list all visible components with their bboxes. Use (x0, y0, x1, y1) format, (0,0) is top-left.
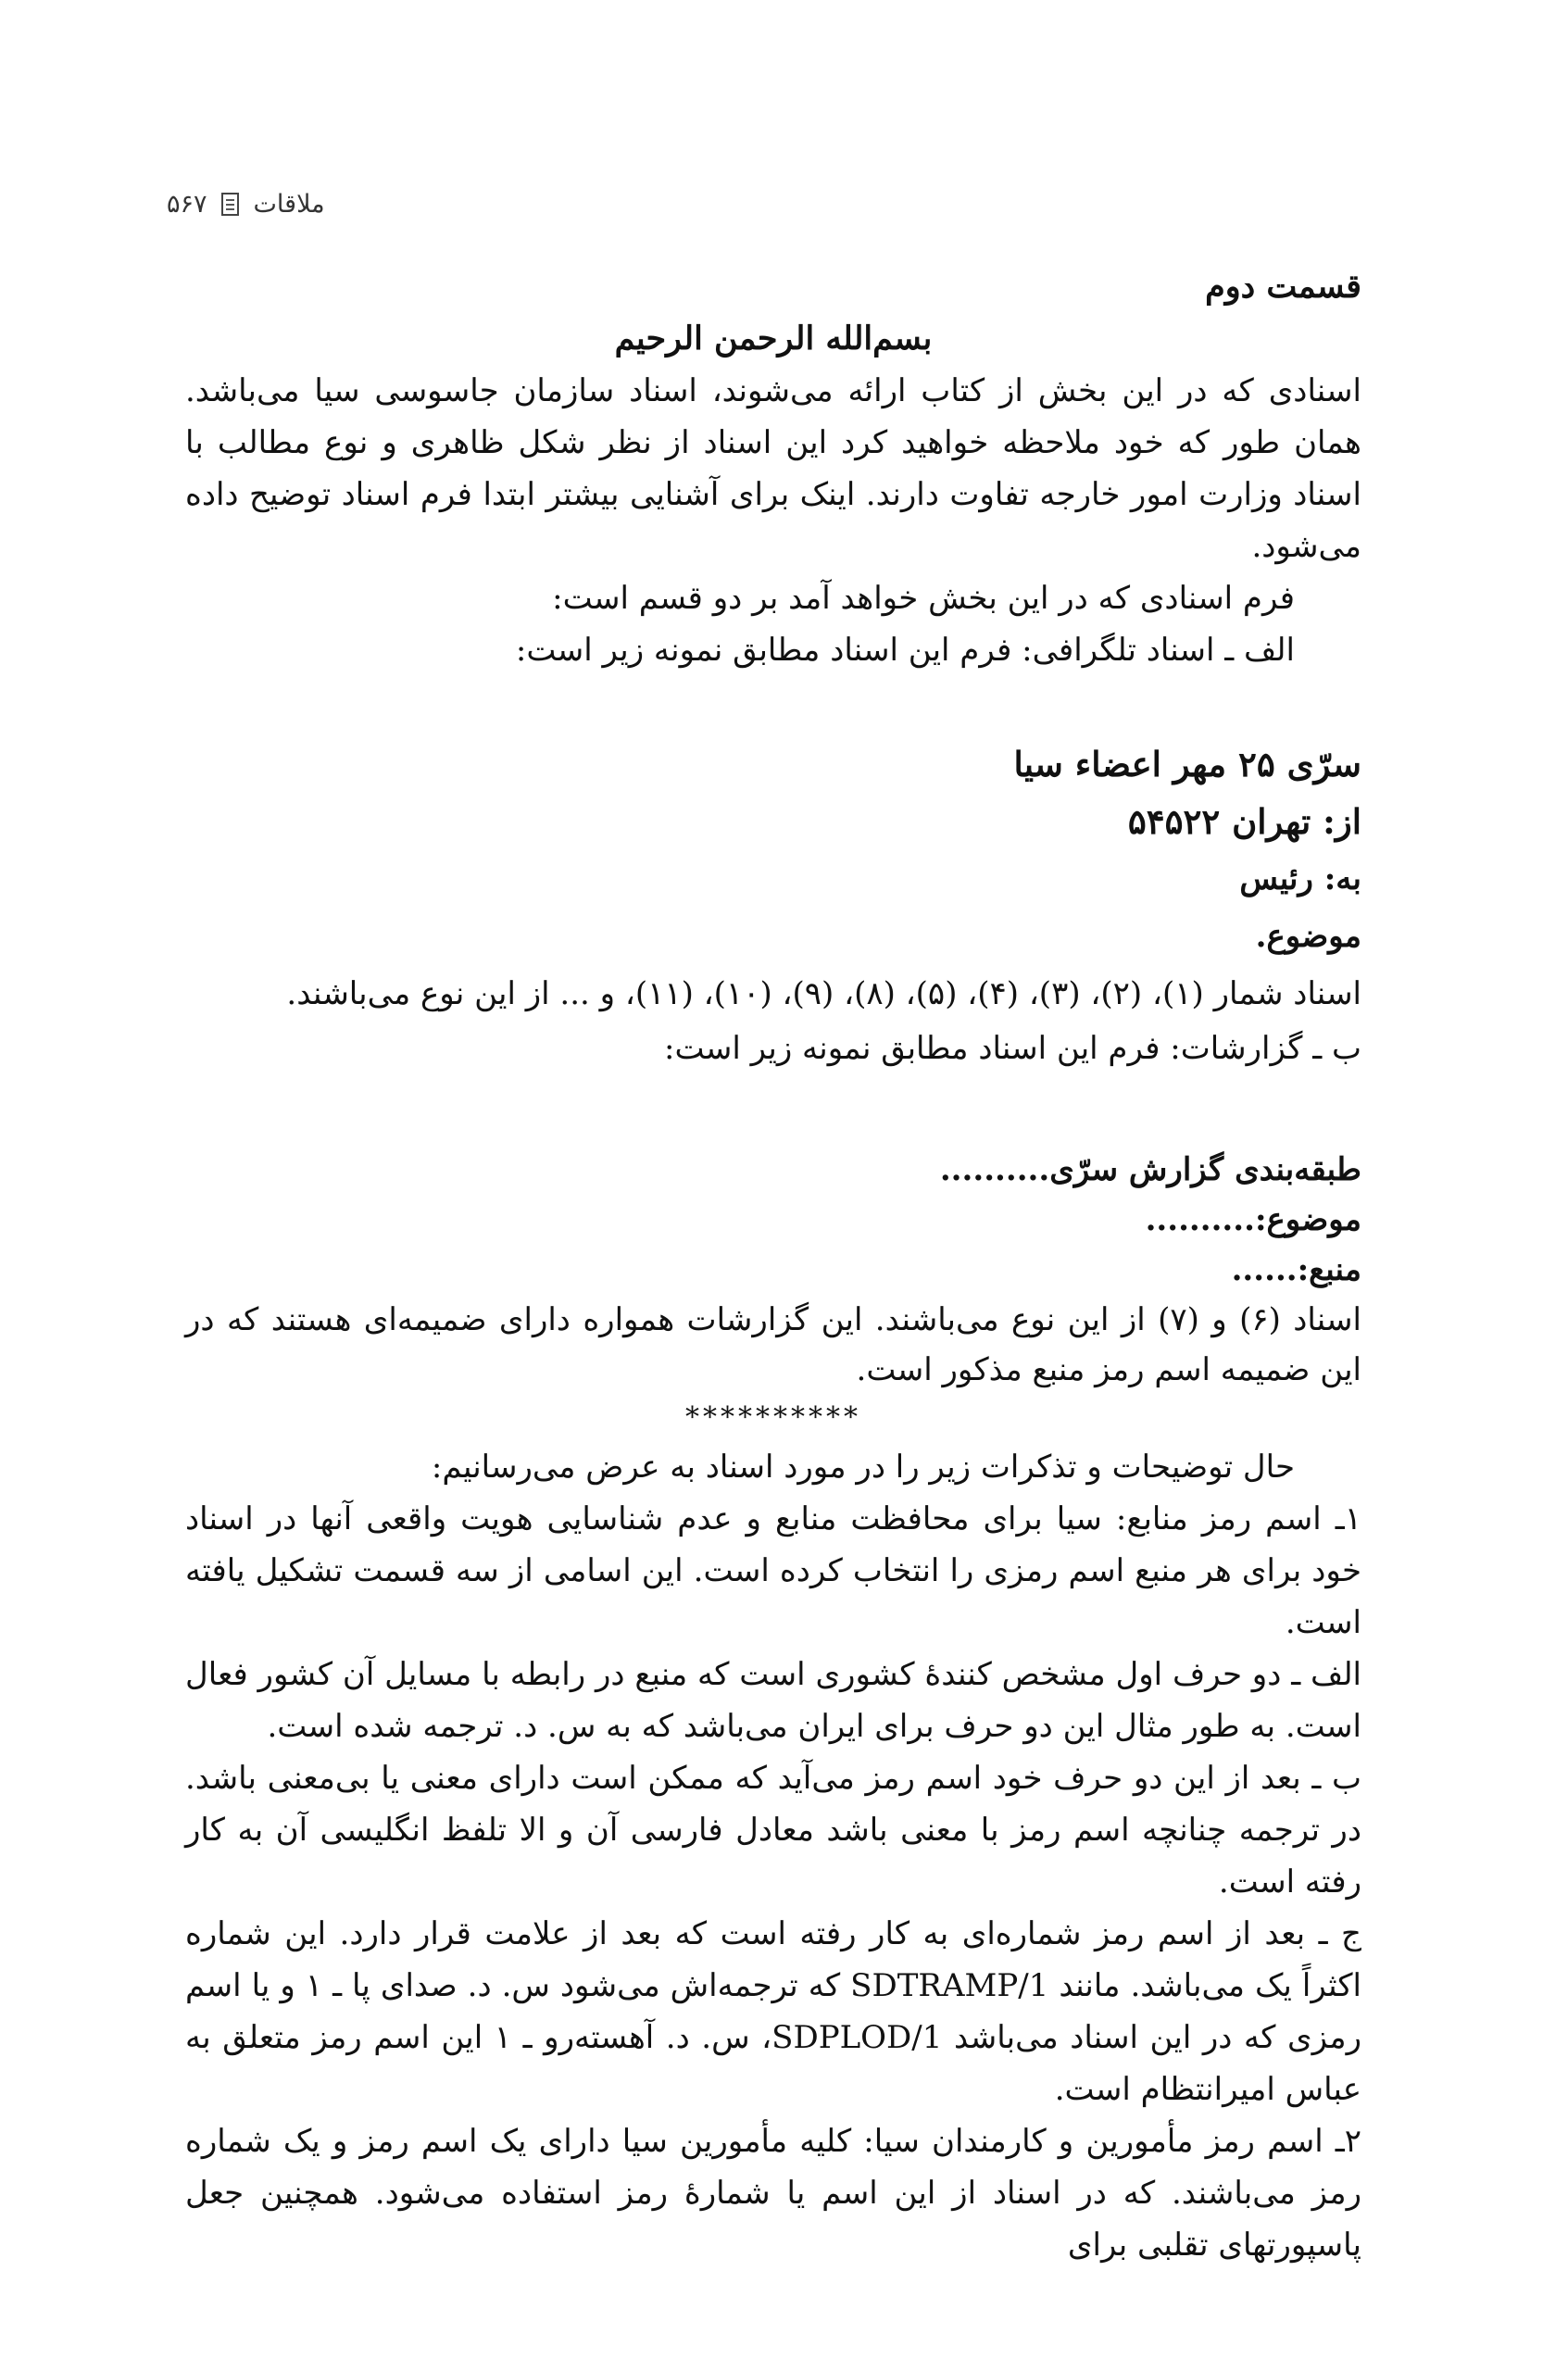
telegraph-intro: الف ـ اسناد تلگرافی: فرم این اسناد مطابق نمونه زیر است: (515, 632, 1295, 669)
note-item-1: ۱ـ اسم رمز منابع: سیا برای محافظت منابع و عدم شناسایی هویت واقعی آنها در اسناد خود برای هر منبع اسم رمزی را انتخاب کرده است. این اسامی از سه قسمت تشکیل یافته است. (185, 1500, 1361, 1641)
reports-intro: ب ـ گزارشات: فرم این اسناد مطابق نمونه زیر است: (664, 1030, 1361, 1067)
note-item-b: ب ـ بعد از این دو حرف خود اسم رمز می‌آید که ممکن است دارای معنی یا بی‌معنی باشد. در ترجمه چنانچه اسم رمز با معنی باشد معادل فارسی آن و الا تلفظ انگلیسی آن به کار رفته است. (185, 1760, 1361, 1901)
form-intro: فرم اسنادی که در این بخش خواهد آمد بر دو قسم است: (552, 580, 1295, 617)
telegram-line-5: اسناد شمار (۱)، (۲)، (۳)، (۴)، (۵)، (۸)، (۹)، (۱۰)، (۱۱)، و ... از این نوع می‌باشند. (286, 975, 1361, 1012)
running-title: ملاقات (253, 190, 325, 219)
notes-intro: حال توضیحات و تذکرات زیر را در مورد اسناد به عرض می‌رسانیم: (431, 1449, 1295, 1486)
note-item-2: ۲ـ اسم رمز مأمورین و کارمندان سیا: کلیه مأمورین سیا دارای یک اسم رمز و یک شماره رمز می‌باشند. که در اسناد از این اسم یا شمارۀ رمز استفاده می‌شود. همچنین جعل پاسپورتهای تقلبی برای (185, 2123, 1361, 2264)
telegram-line-3: به: رئیس (1239, 860, 1361, 897)
document-icon (220, 193, 241, 217)
intro-paragraph: اسنادی که در این بخش از کتاب ارائه می‌شوند، اسناد سازمان جاسوسی سیا می‌باشد. همان طور که خود ملاحظه خواهید کرد این اسناد از نظر شکل ظاهری و نوع مطالب با اسناد وزارت امور خارجه تفاوت دارند. اینک برای آشنایی بیشتر ابتدا فرم اسناد توضیح داده می‌شود. (185, 372, 1361, 565)
section-title: قسمت دوم (1205, 268, 1361, 306)
report-sample (185, 1145, 1361, 1395)
telegram-line-1: سرّی ۲۵ مهر اعضاء سیا (1013, 744, 1361, 784)
report-line-4: اسناد (۶) و (۷) از این نوع می‌باشند. این گزارشات همواره دارای ضمیمه‌ای هستند که در این ضمیمه اسم رمز منبع مذکور است. (185, 1301, 1361, 1388)
telegram-sample (185, 735, 1361, 1022)
note-item-c: ج ـ بعد از اسم رمز شماره‌ای به کار رفته است که بعد از علامت قرار دارد. این شماره اکثراً یک می‌باشد. مانند SDTRAMP/1 که ترجمه‌اش می‌شود س. د. صدای پا ـ ۱ و یا اسم رمزی که در این اسناد می‌باشد SDPLOD/1، س. د. آهسته‌رو ـ ۱ این اسم رمز متعلق به عباس امیرانتظام است. (185, 1915, 1361, 2108)
telegram-line-4: موضوع. (1255, 918, 1361, 955)
note-item-a: الف ـ دو حرف اول مشخص کنندۀ کشوری است که منبع در رابطه با مسایل آن کشور فعال است. به طور مثال این دو حرف برای ایران می‌باشد که به س. د. ترجمه شده است. (185, 1656, 1361, 1745)
page-number: ۵۶۷ (167, 190, 207, 219)
report-line-2: موضوع:.......... (1145, 1201, 1361, 1238)
report-line-3: منبع:...... (1231, 1251, 1361, 1288)
telegram-line-2: از: تهران ۵۴۵۲۲ (1127, 801, 1361, 842)
report-line-1: طبقه‌بندی گزارش سرّی.......... (939, 1151, 1361, 1188)
separator: ********** (685, 1401, 861, 1434)
page-header (167, 190, 325, 219)
page-body (185, 261, 1361, 2271)
bismillah: بسم‌الله الرحمن الرحیم (614, 320, 933, 358)
